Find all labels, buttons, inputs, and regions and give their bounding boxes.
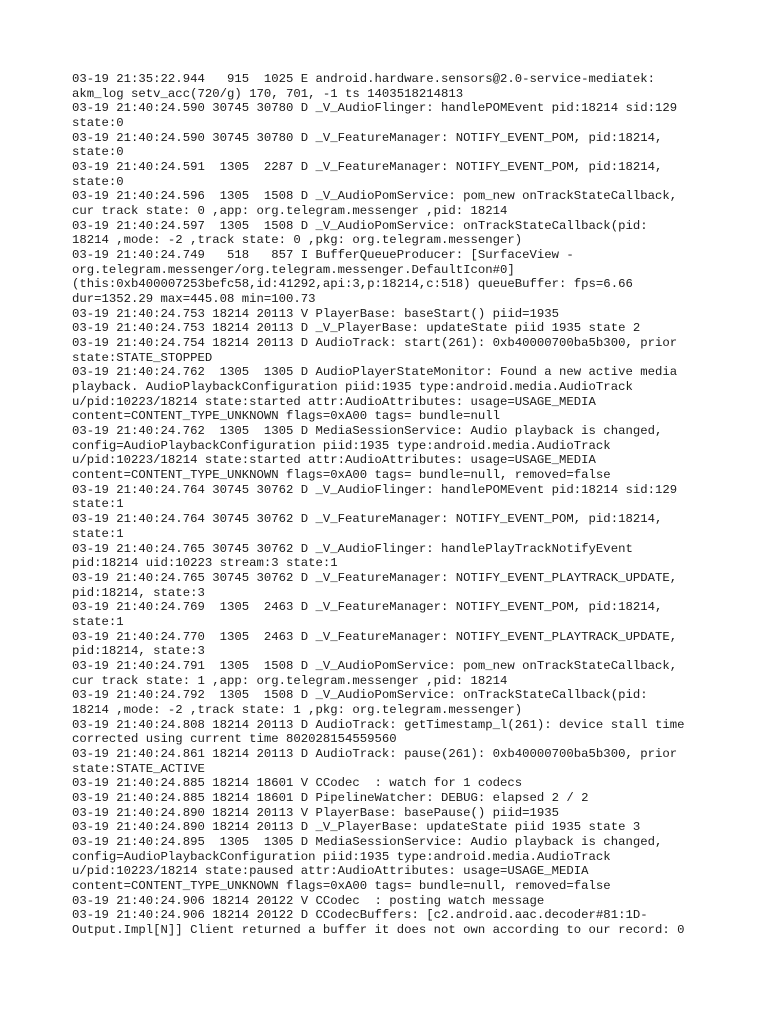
log-line: 03-19 21:40:24.770 1305 2463 D _V_FeatureManager: NOTIFY_EVENT_PLAYTRACK_UPDATE, xyxy=(72,629,678,644)
log-line: 03-19 21:40:24.791 1305 1508 D _V_AudioPomService: pom_new onTrackStateCallback, xyxy=(72,658,678,673)
log-line: 03-19 21:40:24.753 18214 20113 V PlayerBase: baseStart() piid=1935 xyxy=(72,306,560,321)
log-line: u/pid:10223/18214 state:paused attr:AudioAttributes: usage=USAGE_MEDIA xyxy=(72,864,589,879)
log-line: 03-19 21:40:24.906 18214 20122 V CCodec : posting watch message xyxy=(72,893,545,908)
log-line: 03-19 21:40:24.762 1305 1305 D MediaSessionService: Audio playback is changed, xyxy=(72,424,663,439)
log-line: state:STATE_STOPPED xyxy=(72,350,213,365)
log-line: 03-19 21:40:24.764 30745 30762 D _V_AudioFlinger: handlePOMEvent pid:18214 sid:129 xyxy=(72,482,678,497)
log-line: u/pid:10223/18214 state:started attr:AudioAttributes: usage=USAGE_MEDIA xyxy=(72,453,596,468)
log-line: pid:18214, state:3 xyxy=(72,644,205,659)
log-line: content=CONTENT_TYPE_UNKNOWN flags=0xA00 tags= bundle=null, removed=false xyxy=(72,878,611,893)
log-line: state:1 xyxy=(72,497,124,512)
log-line: content=CONTENT_TYPE_UNKNOWN flags=0xA00 tags= bundle=null, removed=false xyxy=(72,468,611,483)
log-line: 03-19 21:40:24.895 1305 1305 D MediaSessionService: Audio playback is changed, xyxy=(72,834,663,849)
log-line: config=AudioPlaybackConfiguration piid:1935 type:android.media.AudioTrack xyxy=(72,438,611,453)
log-line: 03-19 21:40:24.590 30745 30780 D _V_FeatureManager: NOTIFY_EVENT_POM, pid:18214, xyxy=(72,130,663,145)
log-line: 03-19 21:35:22.944 915 1025 E android.hardware.sensors@2.0-service-mediatek: xyxy=(72,72,655,86)
log-line: (this:0xb400007253befc58,id:41292,api:3,p:18214,c:518) queueBuffer: fps=6.66 xyxy=(72,277,633,292)
log-line: 03-19 21:40:24.590 30745 30780 D _V_AudioFlinger: handlePOMEvent pid:18214 sid:129 xyxy=(72,101,678,116)
log-line: state:1 xyxy=(72,614,124,629)
log-line: 03-19 21:40:24.885 18214 18601 D PipelineWatcher: DEBUG: elapsed 2 / 2 xyxy=(72,790,589,805)
log-line: dur=1352.29 max=445.08 min=100.73 xyxy=(72,292,316,307)
log-line: 03-19 21:40:24.762 1305 1305 D AudioPlayerStateMonitor: Found a new active media xyxy=(72,365,678,380)
log-line: 03-19 21:40:24.906 18214 20122 D CCodecBuffers: [c2.android.aac.decoder#81:1D- xyxy=(72,908,648,923)
log-line: corrected using current time 802028154559560 xyxy=(72,732,397,747)
log-line: 03-19 21:40:24.754 18214 20113 D AudioTrack: start(261): 0xb40000700ba5b300, prior xyxy=(72,336,678,351)
log-line: 03-19 21:40:24.765 30745 30762 D _V_AudioFlinger: handlePlayTrackNotifyEvent xyxy=(72,541,633,556)
log-line: 03-19 21:40:24.769 1305 2463 D _V_FeatureManager: NOTIFY_EVENT_POM, pid:18214, xyxy=(72,600,663,615)
log-line: u/pid:10223/18214 state:started attr:AudioAttributes: usage=USAGE_MEDIA xyxy=(72,394,596,409)
log-line: config=AudioPlaybackConfiguration piid:1935 type:android.media.AudioTrack xyxy=(72,849,611,864)
log-line: playback. AudioPlaybackConfiguration piid:1935 type:android.media.AudioTrack xyxy=(72,380,633,395)
log-line: 03-19 21:40:24.890 18214 20113 D _V_PlayerBase: updateState piid 1935 state 3 xyxy=(72,820,641,835)
log-line: 03-19 21:40:24.885 18214 18601 V CCodec : watch for 1 codecs xyxy=(72,776,523,791)
log-line: 18214 ,mode: -2 ,track state: 1 ,pkg: org.telegram.messenger) xyxy=(72,702,523,717)
log-line: content=CONTENT_TYPE_UNKNOWN flags=0xA00 tags= bundle=null xyxy=(72,409,501,424)
log-line: 03-19 21:40:24.808 18214 20113 D AudioTrack: getTimestamp_l(261): device stall time xyxy=(72,717,685,732)
log-line: 03-19 21:40:24.861 18214 20113 D AudioTrack: pause(261): 0xb40000700ba5b300, prior xyxy=(72,746,678,761)
log-line: akm_log setv_acc(720/g) 170, 701, -1 ts 1403518214813 xyxy=(72,86,464,101)
log-line: cur track state: 1 ,app: org.telegram.messenger ,pid: 18214 xyxy=(72,673,508,688)
log-line: 03-19 21:40:24.764 30745 30762 D _V_FeatureManager: NOTIFY_EVENT_POM, pid:18214, xyxy=(72,512,663,527)
log-line: pid:18214 uid:10223 stream:3 state:1 xyxy=(72,556,338,571)
log-line: state:0 xyxy=(72,145,124,160)
log-line: state:0 xyxy=(72,174,124,189)
log-line: 03-19 21:40:24.749 518 857 I BufferQueueProducer: [SurfaceView - xyxy=(72,248,574,263)
log-line: 03-19 21:40:24.765 30745 30762 D _V_FeatureManager: NOTIFY_EVENT_PLAYTRACK_UPDATE, xyxy=(72,570,678,585)
log-line: state:1 xyxy=(72,526,124,541)
log-line: 03-19 21:40:24.596 1305 1508 D _V_AudioPomService: pom_new onTrackStateCallback, xyxy=(72,189,678,204)
log-text-block xyxy=(72,72,712,938)
log-line: org.telegram.messenger/org.telegram.messenger.DefaultIcon#0] xyxy=(72,262,515,277)
log-line: 03-19 21:40:24.591 1305 2287 D _V_FeatureManager: NOTIFY_EVENT_POM, pid:18214, xyxy=(72,160,663,175)
log-line: cur track state: 0 ,app: org.telegram.messenger ,pid: 18214 xyxy=(72,204,508,219)
log-line: state:0 xyxy=(72,116,124,131)
log-line: pid:18214, state:3 xyxy=(72,585,205,600)
log-line: Output.Impl[N]] Client returned a buffer it does not own according to our record: 0 xyxy=(72,922,685,937)
log-line: 03-19 21:40:24.753 18214 20113 D _V_PlayerBase: updateState piid 1935 state 2 xyxy=(72,321,641,336)
log-line: 03-19 21:40:24.597 1305 1508 D _V_AudioPomService: onTrackStateCallback(pid: xyxy=(72,218,648,233)
log-line: 18214 ,mode: -2 ,track state: 0 ,pkg: org.telegram.messenger) xyxy=(72,233,523,248)
log-line: 03-19 21:40:24.890 18214 20113 V PlayerBase: basePause() piid=1935 xyxy=(72,805,560,820)
log-line: state:STATE_ACTIVE xyxy=(72,761,205,776)
log-line: 03-19 21:40:24.792 1305 1508 D _V_AudioPomService: onTrackStateCallback(pid: xyxy=(72,688,648,703)
